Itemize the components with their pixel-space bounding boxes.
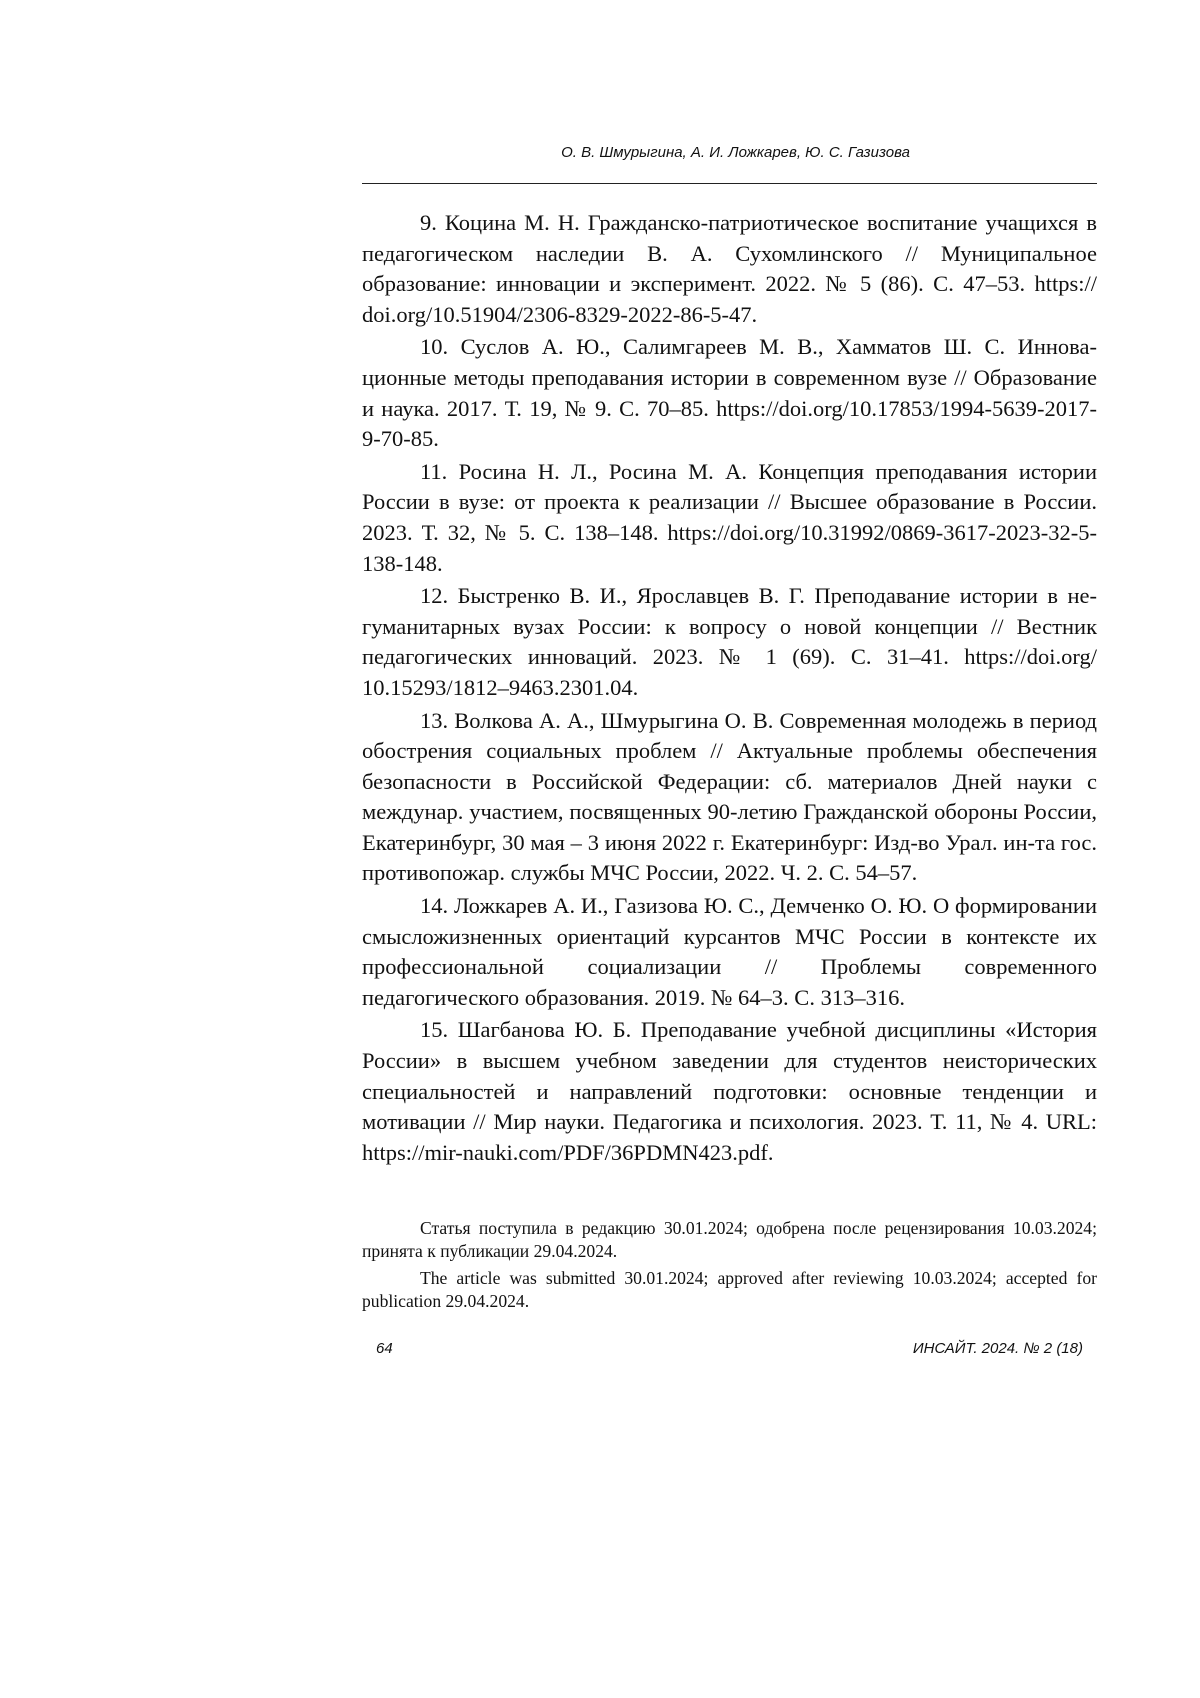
reference-14: 14. Ложкарев А. И., Газизова Ю. С., Демченко О. Ю. О формировании смысложизненных ориентаций курсантов МЧС России в контексте их профессиональной социализации // Проблемы современного педагогического образования. 2019. № 64–3. С. 313–316. xyxy=(362,893,1097,1010)
journal-footer: ИНСАЙТ. 2024. № 2 (18) xyxy=(912,1340,1083,1357)
reference-12: 12. Быстренко В. И., Ярославцев В. Г. Преподавание истории в негуманитарных вузах России: к вопросу о новой концепции // Вестник педагогических инноваций. 2023. № 1 (69). С. 31–41. https://doi.org/​10.15293/1812–9463.2301.04. xyxy=(362,583,1097,700)
article-dates-en: The article was submitted 30.01.2024; approved after reviewing 10.03.2024; accepted for publication 29.04.2024. xyxy=(362,1267,1097,1312)
reference-list xyxy=(362,208,1097,1170)
reference-9: 9. Коцина М. Н. Гражданско-патриотическое воспитание учащихся в педагогическом наследии В. А. Сухомлинского // Муниципальное образование: инновации и эксперимент. 2022. № 5 (86). С. 47–53. https://​doi.org/10.51904/2306-8329-2022-86-5-47. xyxy=(362,210,1097,327)
running-header-authors: О. В. Шмурыгина, А. И. Ложкарев, Ю. С. Газизова xyxy=(561,144,910,161)
reference-15: 15. Шагбанова Ю. Б. Преподавание учебной дисциплины «История России» в высшем учебном заведении для студентов неисторических специальностей и направлений подготовки: основные тенденции и мотивации // Мир науки. Педагогика и психология. 2023. Т. 11, № 4. URL: https://mir-nauki.com/PDF/36PDMN423.pdf. xyxy=(362,1017,1097,1165)
header-divider xyxy=(362,183,1097,184)
reference-13: 13. Волкова А. А., Шмурыгина О. В. Современная молодежь в период обострения социальных проблем // Актуальные проблемы обеспечения безопасности в Российской Федерации: сб. материалов Дней науки с междунар. участием, посвященных 90-летию Гражданской обороны России, Екатеринбург, 30 мая – 3 июня 2022 г. Екатеринбург: Изд-во Урал. ин-та гос. противопожар. службы МЧС России, 2022. Ч. 2. С. 54–57. xyxy=(362,707,1097,886)
page-number: 64 xyxy=(376,1340,393,1357)
article-dates-ru: Статья поступила в редакцию 30.01.2024; одобрена после рецензирования 10.03.2024; принята к публикации 29.04.2024. xyxy=(362,1218,1097,1262)
reference-10: 10. Суслов А. Ю., Салимгареев М. В., Хамматов Ш. С. Инновационные методы преподавания истории в современном вузе // Образование и наука. 2017. Т. 19, № 9. С. 70–85. https://doi.org/10.17853/​1994-5639-2017-9-70-85. xyxy=(362,334,1097,452)
reference-11: 11. Росина Н. Л., Росина М. А. Концепция преподавания истории России в вузе: от проекта к реализации // Высшее образование в России. 2023. Т. 32, № 5. С. 138–148. https://doi.org/10.31992/0869-3617-2023-​32-5-138-148. xyxy=(362,458,1097,576)
article-dates xyxy=(362,1217,1097,1317)
